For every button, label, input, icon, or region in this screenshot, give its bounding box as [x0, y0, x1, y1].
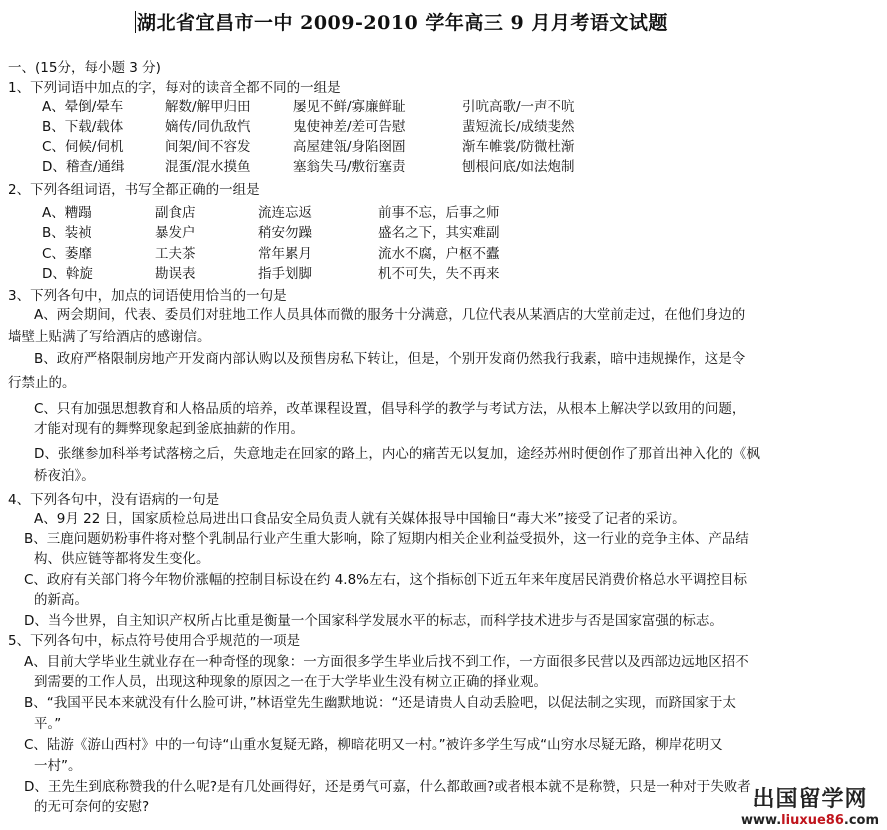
q1-option-d-3: 塞翁失马/敷衍塞责	[293, 159, 406, 175]
q1-option-d-1: D、稽查/通缉	[42, 159, 125, 175]
site-watermark	[741, 782, 879, 828]
q2-option-d-1: D、斡旋	[42, 266, 93, 282]
q2-option-b-2: 暴发户	[155, 225, 196, 241]
q1-option-b-3: 鬼使神差/差可告慰	[293, 119, 406, 135]
watermark-url: www.liuxue86.com	[741, 813, 879, 828]
q2-option-a-2: 副食店	[155, 205, 196, 221]
q5-option-c-line-2: 一村”。	[34, 758, 82, 774]
q5-option-c-line-1: C、陆游《游山西村》中的一句诗“山重水复疑无路，柳暗花明又一村。”被许多学生写成“山穷水尽疑无路，柳岸花明又	[24, 737, 723, 753]
q2-option-d-2: 勘误表	[155, 266, 196, 282]
q1-option-d-4: 刨根问底/如法炮制	[462, 159, 575, 175]
q1-option-c-2: 间架/间不容发	[165, 139, 251, 155]
q1-option-a-2: 解数/解甲归田	[165, 99, 251, 115]
q2-option-b-1: B、装祯	[42, 225, 92, 241]
question-4-stem: 4、下列各句中，没有语病的一句是	[8, 492, 220, 508]
q4-option-b-line-1: B、三鹿问题奶粉事件将对整个乳制品行业产生重大影响，除了短期内相关企业利益受损外，这一行业的竞争主体、产品结	[24, 531, 749, 547]
q3-option-c-line-2: 才能对现有的舞弊现象起到釜底抽薪的作用。	[34, 421, 304, 437]
q5-option-d-line-2: 的无可奈何的安慰?	[34, 799, 150, 815]
q2-option-c-2: 工夫茶	[155, 246, 196, 262]
q3-option-d-line-2: 桥夜泊》。	[34, 468, 95, 484]
q5-option-a-line-2: 到需要的工作人员，出现这种现象的原因之一在于大学毕业生没有树立正确的择业观。	[34, 674, 547, 690]
q3-option-d-line-1: D、张继参加科举考试落榜之后，失意地走在回家的路上，内心的痛苦无以复加，途经苏州时便创作了那首出神入化的《枫	[34, 446, 760, 462]
q2-option-a-3: 流连忘返	[258, 205, 312, 221]
q4-option-c-line-1: C、政府有关部门将今年物价涨幅的控制目标设在约 4.8%左右，这个指标创下近五年来年度居民消费价格总水平调控目标	[24, 572, 748, 588]
question-3-stem: 3、下列各句中，加点的词语使用恰当的一句是	[8, 288, 287, 304]
q2-option-c-3: 常年累月	[258, 246, 312, 262]
section-heading: 一、(15分，每小题 3 分)	[8, 60, 161, 76]
q1-option-d-2: 混蛋/混水摸鱼	[165, 159, 251, 175]
q2-option-d-3: 指手划脚	[258, 266, 312, 282]
q1-option-c-4: 渐车帷裳/防微杜渐	[462, 139, 575, 155]
q3-option-c-line-1: C、只有加强思想教育和人格品质的培养，改革课程设置，倡导科学的教学与考试方法，从根本上解决学以致用的问题，	[34, 401, 746, 417]
q1-option-a-3: 屡见不鲜/寡廉鲜耻	[293, 99, 406, 115]
text-cursor	[135, 11, 136, 33]
q1-option-c-1: C、伺候/伺机	[42, 139, 124, 155]
q1-option-c-3: 高屋建瓴/身陷囹圄	[293, 139, 406, 155]
q1-option-b-1: B、下载/载体	[42, 119, 124, 135]
q2-option-a-4: 前事不忘，后事之师	[378, 205, 500, 221]
q4-option-d: D、当今世界，自主知识产权所占比重是衡量一个国家科学发展水平的标志，而科学技术进步与否是国家富强的标志。	[24, 613, 723, 629]
q2-option-c-1: C、萎靡	[42, 246, 92, 262]
q2-option-d-4: 机不可失，失不再来	[378, 266, 500, 282]
q2-option-a-1: A、糟蹋	[42, 205, 92, 221]
q3-option-a-line-2: 墙壁上贴满了写给酒店的感谢信。	[8, 329, 211, 345]
q3-option-b-line-2: 行禁止的。	[8, 375, 76, 391]
q2-option-b-4: 盛名之下，其实难副	[378, 225, 500, 241]
question-5-stem: 5、下列各句中，标点符号使用合乎规范的一项是	[8, 633, 301, 649]
question-1-stem: 1、下列词语中加点的字，每对的读音全都不同的一组是	[8, 80, 341, 96]
q4-option-a: A、9月 22 日，国家质检总局进出口食品安全局负责人就有关媒体报导中国输日“毒大米”接受了记者的采访。	[34, 511, 686, 527]
q5-option-d-line-1: D、王先生到底称赞我的什么呢?是有几处画得好，还是勇气可嘉，什么都敢画?或者根本就不是称赞，只是一种对于失败者	[24, 779, 751, 795]
question-2-stem: 2、下列各组词语，书写全都正确的一组是	[8, 182, 260, 198]
q3-option-b-line-1: B、政府严格限制房地产开发商内部认购以及预售房私下转让，但是，个别开发商仍然我行我素，暗中违规操作，这是令	[34, 351, 746, 367]
watermark-logo: 出国留学网	[752, 787, 868, 812]
q5-option-a-line-1: A、目前大学毕业生就业存在一种奇怪的现象：一方面很多学生毕业后找不到工作，一方面很多民营以及西部边远地区招不	[24, 654, 749, 670]
q5-option-b-line-2: 平。”	[34, 716, 62, 732]
q2-option-c-4: 流水不腐，户枢不蠹	[378, 246, 500, 262]
q1-option-b-4: 蜚短流长/成绩斐然	[462, 119, 575, 135]
q3-option-a-line-1: A、两会期间，代表、委员们对驻地工作人员具体而微的服务十分满意，几位代表从某酒店的大堂前走过，在他们身边的	[34, 307, 746, 323]
q1-option-a-1: A、晕倒/晕车	[42, 99, 124, 115]
q5-option-b-line-1: B、“我国平民本来就没有什么脸可讲，”林语堂先生幽默地说：“还是请贵人自动丢脸吧，以促法制之实现，而跻国家于太	[24, 695, 736, 711]
q4-option-c-line-2: 的新高。	[34, 592, 88, 608]
q1-option-b-2: 嫡传/同仇敌忾	[165, 119, 251, 135]
q2-option-b-3: 稍安勿躁	[258, 225, 312, 241]
q4-option-b-line-2: 构、供应链等都将发生变化。	[34, 551, 210, 567]
q1-option-a-4: 引吭高歌/一声不吭	[462, 99, 575, 115]
page-title: 湖北省宜昌市一中 2009-2010 学年高三 9 月月考语文试题	[137, 12, 668, 34]
